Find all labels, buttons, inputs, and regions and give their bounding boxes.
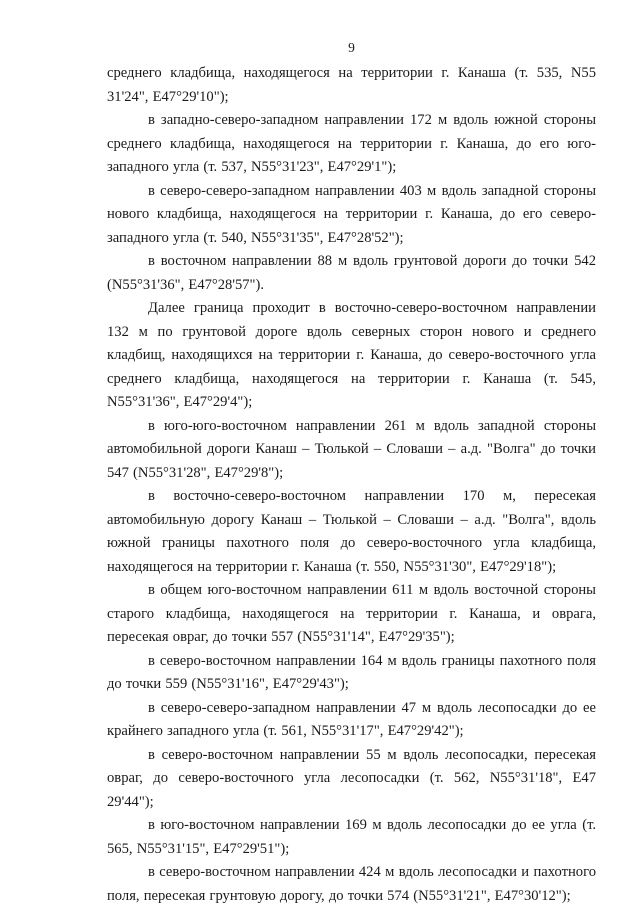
paragraph: в северо-восточном направлении 164 м вдоль границы пахотного поля до точки 559 (N55°31'16", E47°29'43"); [107, 652, 596, 692]
paragraph: в северо-восточном направлении 424 м вдоль лесопосадки и пахотного поля, пересекая грунтовую дорогу, до точки 574 (N55°31'21", E47°30'12"); [107, 864, 596, 904]
paragraph: в юго-юго-восточном направлении 261 м вдоль западной стороны автомобильной дороги Канаш – Тюлькой – Словаши – а.д. "Волга" до точки 547 (N55°31'28", E47°29'8"); [107, 417, 596, 481]
paragraph: в общем юго-восточном направлении 611 м вдоль восточной стороны старого кладбища, находящегося на территории г. Канаша, и оврага, пересекая овраг, до точки 557 (N55°31'14", E47°29'35"); [107, 582, 596, 645]
document-body [107, 62, 596, 908]
paragraph: среднего кладбища, находящегося на территории г. Канаша (т. 535, N55 31'24", E47°29'10"); [107, 65, 596, 105]
paragraph: в восточном направлении 88 м вдоль грунтовой дороги до точки 542 (N55°31'36", E47°28'57"). [107, 253, 596, 293]
paragraph: в северо-северо-западном направлении 47 м вдоль лесопосадки до ее крайнего западного угла (т. 561, N55°31'17", E47°29'42"); [107, 699, 596, 739]
paragraph: в западно-северо-западном направлении 172 м вдоль южной стороны среднего кладбища, находящегося на территории г. Канаша, до его юго-западного угла (т. 537, N55°31'23", E47°29'1"); [107, 112, 596, 175]
page-number: 9 [348, 40, 355, 55]
paragraph: в восточно-северо-восточном направлении 170 м, пересекая автомобильную дорогу Канаш – Тюлькой – Словаши – а.д. "Волга", вдоль южной границы пахотного поля до северо-восточного угла кладбища, находящегося на территории г. Канаша (т. 550, N55°31'30", E47°29'18"); [107, 488, 596, 575]
paragraph: в северо-восточном направлении 55 м вдоль лесопосадки, пересекая овраг, до северо-восточного угла лесопосадки (т. 562, N55°31'18", E47 29'44"); [107, 746, 596, 810]
paragraph: Далее граница проходит в восточно-северо-восточном направлении 132 м по грунтовой дороге вдоль северных сторон нового и среднего кладбищ, находящихся на территории г. Канаша, до северо-восточного угла среднего кладбища, находящегося на территории г. Канаша (т. 545, N55°31'36", E47°29'4"); [107, 300, 596, 410]
paragraph: в северо-северо-западном направлении 403 м вдоль западной стороны нового кладбища, находящегося на территории г. Канаша, до его северо-западного угла (т. 540, N55°31'35", E47°28'52"); [107, 182, 596, 246]
paragraph: в юго-восточном направлении 169 м вдоль лесопосадки до ее угла (т. 565, N55°31'15", E47°29'51"); [107, 817, 596, 857]
